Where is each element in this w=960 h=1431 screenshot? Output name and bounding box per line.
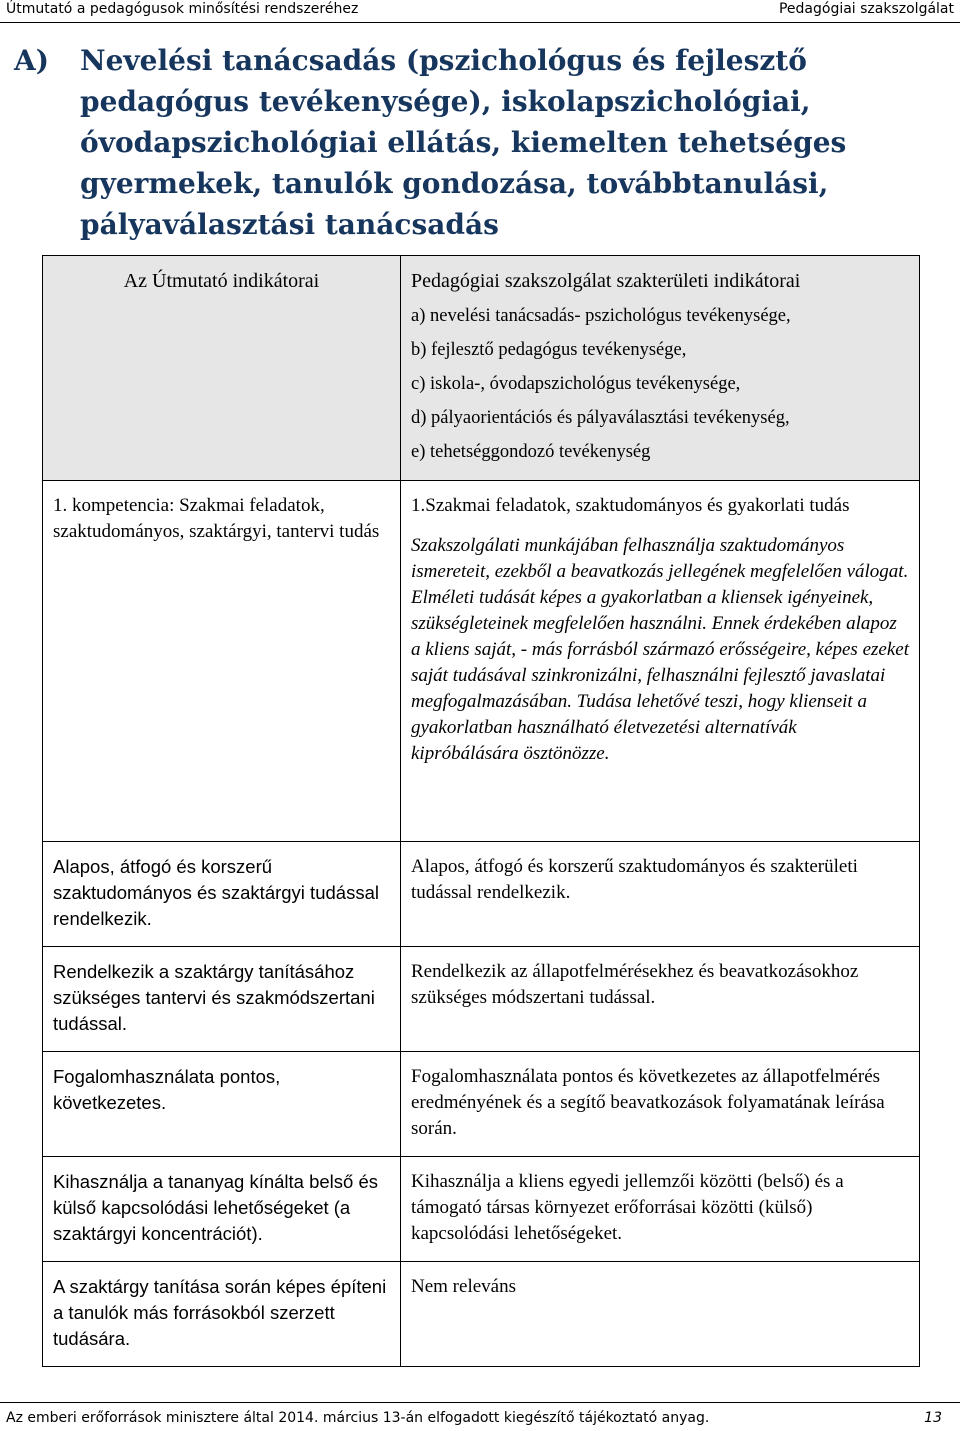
- header-right-title: Pedagógiai szakszolgálat szakterületi indikátorai: [411, 270, 801, 292]
- competency-row: [43, 481, 920, 842]
- row-left-cell: Alapos, átfogó és korszerű szaktudományos és szaktárgyi tudással rendelkezik.: [43, 842, 401, 947]
- table-header-row: [43, 256, 920, 481]
- table-row: [43, 947, 920, 1052]
- indicator-table: [42, 255, 920, 1367]
- header-section-name: Pedagógiai szakszolgálat: [778, 1, 954, 17]
- row-left-cell: A szaktárgy tanítása során képes építeni a tanulók más forrásokból szerzett tudására.: [43, 1262, 401, 1367]
- row-left-cell: Kihasználja a tananyag kínálta belső és külső kapcsolódási lehetőségeket (a szaktárgyi koncentrációt).: [43, 1157, 401, 1262]
- section-title: Nevelési tanácsadás (pszichológus és fejlesztő pedagógus tevékenysége), iskolapszichológiai, óvodapszichológiai ellátás, kiemelten tehetséges gyermekek, tanulók gondozása, továbbtanulási, pályaválasztási tanácsadás: [80, 44, 847, 241]
- header-document-title: Útmutató a pedagógusok minősítési rendszeréhez: [6, 1, 359, 17]
- row-right-cell: Fogalomhasználata pontos és következetes az állapotfelmérés eredményének és a segítő beavatkozások folyamatának leírása során.: [401, 1052, 920, 1157]
- row-right-cell: Kihasználja a kliens egyedi jellemzői közötti (belső) és a támogató társas környezet erőforrásai közötti (külső) kapcsolódási lehetőségeket.: [401, 1157, 920, 1262]
- footer-rule: [0, 1402, 960, 1403]
- row-left-cell: Fogalomhasználata pontos, következetes.: [43, 1052, 401, 1157]
- page-header: [0, 0, 960, 24]
- header-right-item: b) fejlesztő pedagógus tevékenysége,: [411, 340, 687, 360]
- header-right-item: d) pályaorientációs és pályaválasztási tevékenység,: [411, 408, 790, 428]
- page-number: 13: [924, 1410, 942, 1426]
- table-row: [43, 1157, 920, 1262]
- row-right-cell: Rendelkezik az állapotfelmérésekhez és beavatkozásokhoz szükséges módszertani tudással.: [401, 947, 920, 1052]
- header-cell-left: [43, 256, 401, 481]
- header-left-label: Az Útmutató indikátorai: [123, 270, 320, 292]
- row-right-cell: Alapos, átfogó és korszerű szaktudományos és szakterületi tudással rendelkezik.: [401, 842, 920, 947]
- table-row: [43, 842, 920, 947]
- table-row: [43, 1262, 920, 1367]
- table-row: [43, 1052, 920, 1157]
- header-right-item: c) iskola-, óvodapszichológus tevékenysége,: [411, 374, 741, 394]
- competency-left-cell: [43, 481, 401, 842]
- competency-right-title: 1.Szakmai feladatok, szaktudományos és gyakorlati tudás: [411, 495, 850, 516]
- footer-text: Az emberi erőforrások minisztere által 2014. március 13-án elfogadott kiegészítő tájékoztató anyag.: [6, 1410, 710, 1426]
- competency-left-text: 1. kompetencia: Szakmai feladatok, szaktudományos, szaktárgyi, tantervi tudás: [53, 495, 380, 542]
- row-left-cell: Rendelkezik a szaktárgy tanításához szükséges tantervi és szakmódszertani tudással.: [43, 947, 401, 1052]
- competency-right-text: Szakszolgálati munkájában felhasználja szaktudományos ismereteit, ezekből a beavatkozás jellegének megfelelően válogat. Elméleti tudását képes a gyakorlatban a kliensek igényeinek, szükségleteinek megfelelően használni. Ennek érdekében alapoz a kliens saját, - más forrásból származó erősségeire, képes ezeket saját tudásával szinkronizálni, felhasználni fejlesztő javaslatai megfogalmazásában. Tudása lehetővé teszi, hogy klienseit a gyakorlatban használható életvezetési alternatívák kipróbálására ösztönözze.: [411, 535, 909, 764]
- header-right-item: e) tehetséggondozó tevékenység: [411, 442, 651, 462]
- section-marker: A): [14, 44, 49, 77]
- header-rule: [0, 22, 960, 23]
- page-footer: [0, 1402, 960, 1431]
- header-cell-right: [401, 256, 920, 481]
- row-right-cell: Nem releváns: [401, 1262, 920, 1367]
- competency-right-cell: [401, 481, 920, 842]
- header-right-item: a) nevelési tanácsadás- pszichológus tevékenysége,: [411, 306, 791, 326]
